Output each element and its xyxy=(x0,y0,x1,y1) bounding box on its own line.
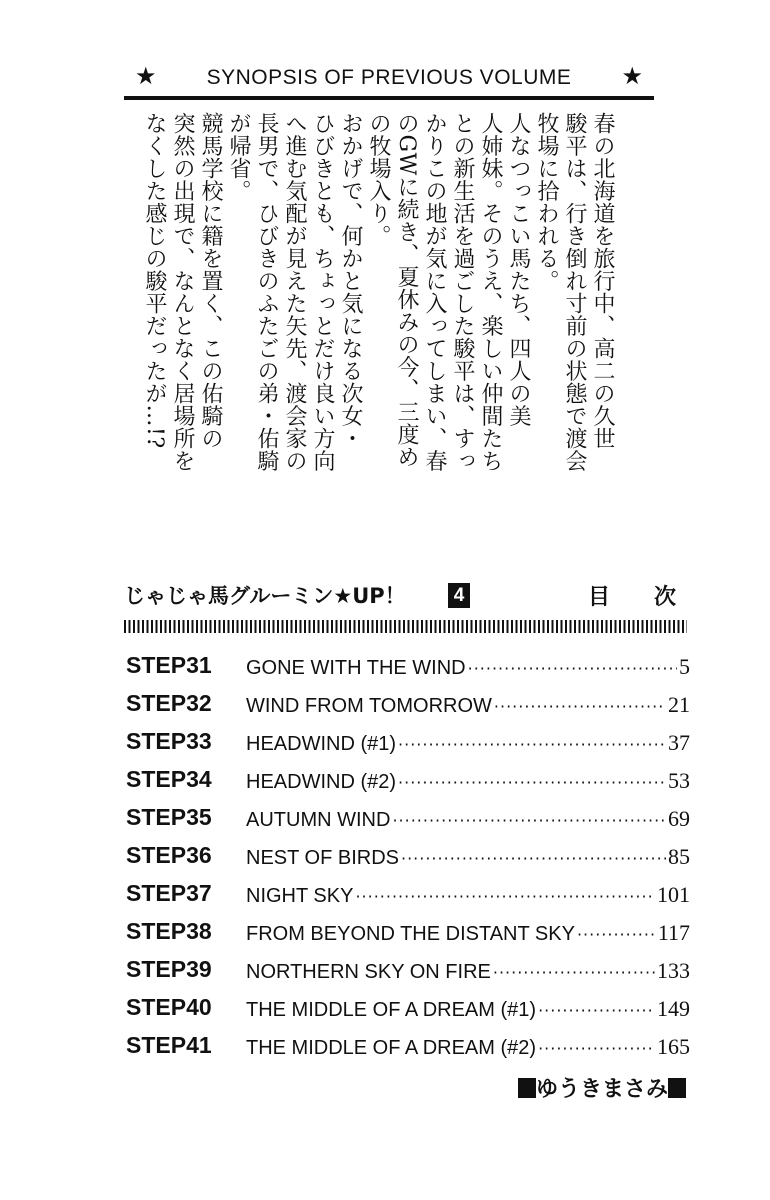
author-credit xyxy=(518,1072,686,1103)
synopsis-column: 競馬学校に籍を置く、この佑騎の xyxy=(198,112,223,450)
chapter-title: NORTHERN SKY ON FIRE xyxy=(246,961,491,983)
chapter-title: AUTUMN WIND xyxy=(246,809,391,831)
synopsis-column: なくした感じの駿平だったが…!? xyxy=(142,112,167,449)
step-number: STEP36 xyxy=(126,842,212,868)
black-block-icon xyxy=(518,1078,536,1098)
toc-label: 目次 xyxy=(588,585,721,610)
dot-leader xyxy=(577,925,656,944)
toc-entry[interactable] xyxy=(124,650,690,688)
dot-leader xyxy=(398,735,666,754)
toc-entry[interactable] xyxy=(124,688,690,726)
toc-entry[interactable] xyxy=(124,802,690,840)
dot-leader xyxy=(392,811,666,830)
toc-entry[interactable] xyxy=(124,992,690,1030)
dot-leader xyxy=(494,697,666,716)
toc-divider xyxy=(124,620,687,633)
synopsis-column: へ進む気配が見えた矢先、渡会家の xyxy=(282,112,307,472)
book-title: じゃじゃ馬グルーミン★UP！ xyxy=(124,584,406,608)
synopsis-header xyxy=(125,60,653,100)
dot-leader xyxy=(538,1001,655,1020)
chapter-title: THE MIDDLE OF A DREAM (#1) xyxy=(246,999,537,1021)
step-number: STEP35 xyxy=(126,804,212,830)
step-number: STEP37 xyxy=(126,880,212,906)
synopsis-column: ひびきとも、ちょっとだけ良い方向 xyxy=(310,112,335,472)
toc-entry[interactable] xyxy=(124,1030,690,1068)
synopsis-title: SYNOPSIS OF PREVIOUS VOLUME xyxy=(206,66,572,89)
page-number: 133 xyxy=(657,958,690,983)
step-number: STEP41 xyxy=(126,1032,212,1058)
dot-leader xyxy=(398,773,666,792)
synopsis-text xyxy=(140,112,705,512)
synopsis-column: おかげで、何かと気になる次女・ xyxy=(338,112,363,450)
synopsis-column: 人なつっこい馬たち、四人の美 xyxy=(506,112,531,427)
author-name: ゆうきまさみ xyxy=(535,1077,668,1102)
page-number: 37 xyxy=(668,730,690,755)
synopsis-divider xyxy=(124,96,654,100)
toc-entry[interactable] xyxy=(124,916,690,954)
dot-leader xyxy=(355,887,655,906)
page-number: 101 xyxy=(657,882,690,907)
step-number: STEP38 xyxy=(126,918,212,944)
chapter-title: GONE WITH THE WIND xyxy=(246,657,466,679)
chapter-title: HEADWIND (#1) xyxy=(246,733,397,755)
page-number: 69 xyxy=(668,806,690,831)
page-number: 85 xyxy=(668,844,690,869)
page-number: 117 xyxy=(657,920,690,945)
dot-leader xyxy=(493,963,655,982)
synopsis-column: 人姉妹。そのうえ、楽しい仲間たち xyxy=(478,112,503,472)
synopsis-column: 突然の出現で、なんとなく居場所を xyxy=(170,112,195,472)
chapter-title: HEADWIND (#2) xyxy=(246,771,397,793)
toc-entry[interactable] xyxy=(124,764,690,802)
page-number: 21 xyxy=(668,692,690,717)
synopsis-column: 牧場に拾われる。 xyxy=(534,112,559,292)
chapter-title: THE MIDDLE OF A DREAM (#2) xyxy=(246,1037,537,1059)
synopsis-column: 春の北海道を旅行中、高二の久世 xyxy=(590,112,615,450)
page-number: 5 xyxy=(679,654,690,679)
step-number: STEP39 xyxy=(126,956,212,982)
toc-entry[interactable] xyxy=(124,840,690,878)
dot-leader xyxy=(468,659,677,678)
step-number: STEP31 xyxy=(126,652,212,678)
dot-leader xyxy=(401,849,666,868)
volume-number: 4 xyxy=(448,583,470,608)
chapter-title: FROM BEYOND THE DISTANT SKY xyxy=(246,923,575,945)
synopsis-column: 駿平は、行き倒れ寸前の状態で渡会 xyxy=(562,112,587,472)
chapter-title: WIND FROM TOMORROW xyxy=(246,695,492,717)
dot-leader xyxy=(538,1039,655,1058)
black-block-icon xyxy=(668,1078,686,1098)
star-icon: ★ xyxy=(135,62,157,90)
step-number: STEP34 xyxy=(126,766,212,792)
synopsis-column: の牧場入り。 xyxy=(366,112,391,247)
step-number: STEP40 xyxy=(126,994,212,1020)
star-icon: ★ xyxy=(621,62,643,90)
toc-entry[interactable] xyxy=(124,954,690,992)
synopsis-column: かりこの地が気に入ってしまい、春 xyxy=(422,112,447,472)
step-number: STEP33 xyxy=(126,728,212,754)
toc-list xyxy=(124,650,690,1068)
page-number: 149 xyxy=(657,996,690,1021)
synopsis-column: との新生活を過ごした駿平は、すっ xyxy=(450,112,475,472)
toc-entry[interactable] xyxy=(124,726,690,764)
chapter-title: NEST OF BIRDS xyxy=(246,847,399,869)
synopsis-column: が帰省。 xyxy=(226,112,251,202)
synopsis-column: のGWに続き、夏休みの今、三度め xyxy=(394,112,419,469)
synopsis-column: 長男で、ひびきのふたごの弟・佑騎 xyxy=(254,112,279,472)
step-number: STEP32 xyxy=(126,690,212,716)
page-number: 165 xyxy=(657,1034,690,1059)
chapter-title: NIGHT SKY xyxy=(246,885,354,907)
toc-entry[interactable] xyxy=(124,878,690,916)
page-number: 53 xyxy=(668,768,690,793)
